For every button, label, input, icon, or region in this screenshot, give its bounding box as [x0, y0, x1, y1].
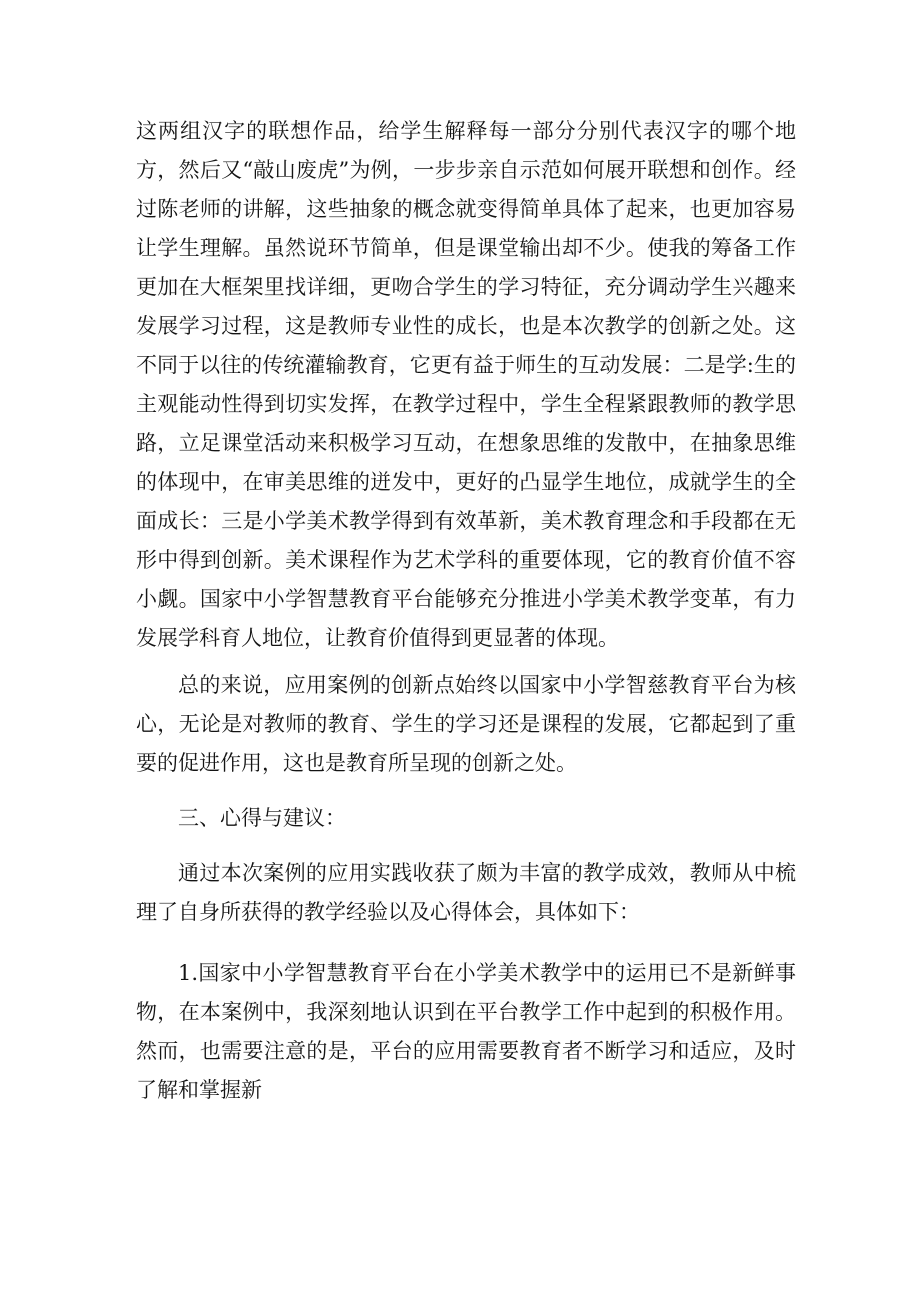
body-paragraph-3: 通过本次案例的应用实践收获了颇为丰富的教学成效，教师从中梳理了自身所获得的教学经验以及心得体会，具体如下：: [136, 861, 796, 924]
section-heading: 三、心得与建议：: [178, 806, 346, 830]
body-paragraph-2: 总的来说，应用案例的创新点始终以国家中小学智慈教育平台为核心，无论是对教师的教育、学生的学习还是课程的发展，它都起到了重要的促进作用，这也是教育所呈现的创新之处。: [136, 673, 796, 775]
body-paragraph-1: 这两组汉字的联想作品，给学生解释每一部分分别代表汉字的哪个地方，然后又“敲山废虎”为例，一步步亲自示范如何展开联想和创作。经过陈老师的讲解，这些抽象的概念就变得简单具体了起来，也更加容易让学生理解。虽然说环节简单，但是课堂输出却不少。使我的筹备工作更加在大框架里找详细，更吻合学生的学习特征，充分调动学生兴趣来发展学习过程，这是教师专业性的成长，也是本次教学的创新之处。这不同于以往的传统灌输教育，它更有益于师生的互动发展：二是学:生的主观能动性得到切实发挥，在教学过程中，学生全程紧跟教师的教学思路，立足课堂活动来积极学习互动，在想象思维的发散中，在抽象思维的体现中，在审美思维的迸发中，更好的凸显学生地位，成就学生的全面成长：三是小学美术教学得到有效革新，美术教育理念和手段都在无形中得到创新。美术课程作为艺术学科的重要体现，它的教育价值不容小觑。国家中小学智慧教育平台能够充分推进小学美术教学变革，有力发展学科育人地位，让教育价值得到更显著的体现。: [136, 119, 796, 650]
body-paragraph-4: 1.国家中小学智慧教育平台在小学美术教学中的运用已不是新鲜事物，在本案例中，我深刻地认识到在平台教学工作中起到的积极作用。然而，也需要注意的是，平台的应用需要教育者不断学习和适应，及时了解和掌握新: [136, 961, 796, 1102]
document-body: [136, 112, 796, 1110]
